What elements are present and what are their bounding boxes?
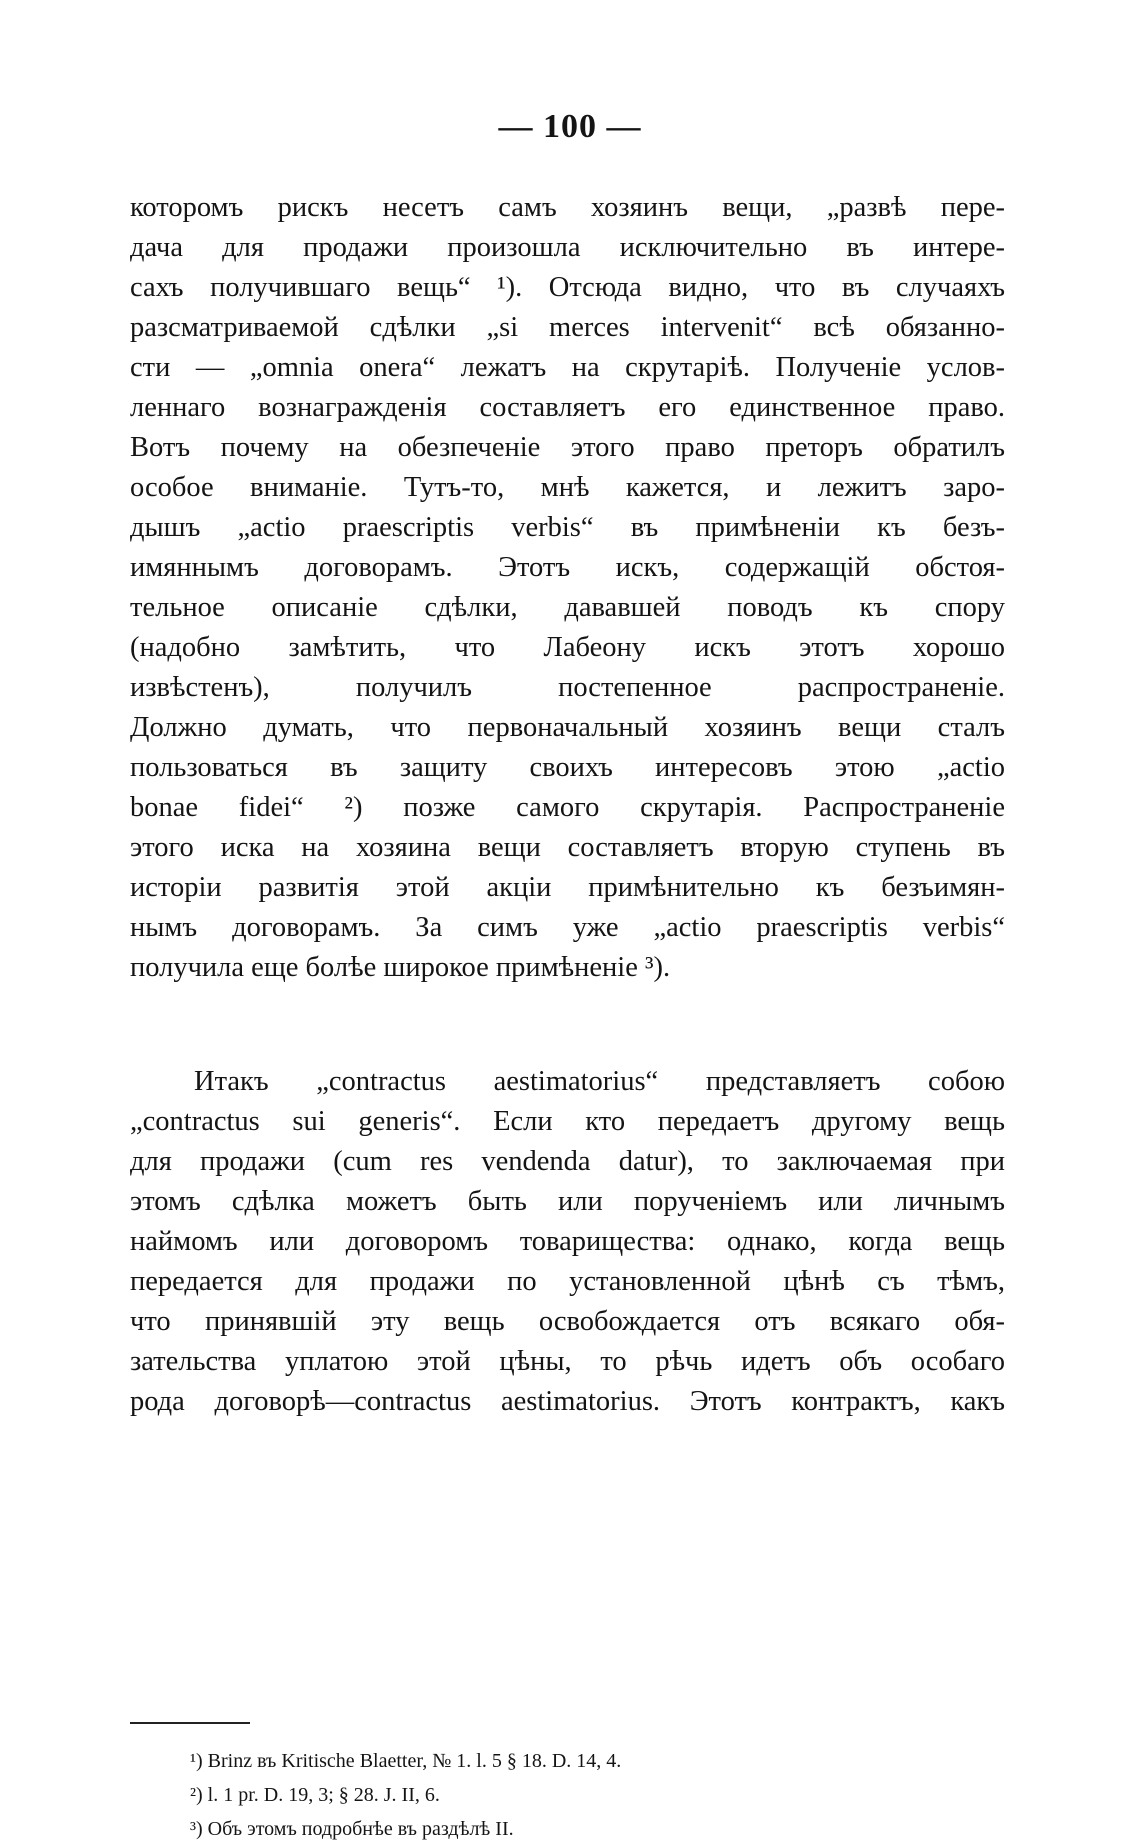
text-line: леннаго вознагражденія составляетъ его единственное право.	[130, 392, 1005, 423]
text-line: этого иска на хозяина вещи составляетъ вторую ступень въ	[130, 832, 1005, 863]
text-line: рода договорѣ—contractus aestimatorius. Этотъ контрактъ, какъ	[130, 1386, 1005, 1417]
text-line: которомъ рискъ несетъ самъ хозяинъ вещи, „развѣ пере-	[130, 192, 1005, 223]
text-line: дышъ „actio praescriptis verbis“ въ примѣненіи къ безъ-	[130, 512, 1005, 543]
text-line: Итакъ „contractus aestimatorius“ представляетъ собою	[194, 1066, 1005, 1097]
footnote-2: ²) l. 1 pr. D. 19, 3; § 28. J. II, 6.	[190, 1784, 440, 1806]
paragraph-1	[130, 188, 1005, 988]
text-line: (надобно замѣтить, что Лабеону искъ этотъ хорошо	[130, 632, 1005, 663]
text-line: извѣстенъ), получилъ постепенное распространеніе.	[130, 672, 1005, 703]
text-line: пользоваться въ защиту своихъ интересовъ этою „actio	[130, 752, 1005, 783]
text-line: имяннымъ договорамъ. Этотъ искъ, содержащій обстоя-	[130, 552, 1005, 583]
text-line: наймомъ или договоромъ товарищества: однако, когда вещь	[130, 1226, 1005, 1257]
text-line: что принявшій эту вещь освобождается отъ всякаго обя-	[130, 1306, 1005, 1337]
text-line: для продажи (cum res vendenda datur), то заключаемая при	[130, 1146, 1005, 1177]
text-line: дача для продажи произошла исключительно въ интере-	[130, 232, 1005, 263]
text-line: разсматриваемой сдѣлки „si merces intervenit“ всѣ обязанно-	[130, 312, 1005, 343]
text-line: исторіи развитія этой акціи примѣнительно къ безъимян-	[130, 872, 1005, 903]
paragraph-2	[130, 1062, 1005, 1422]
text-line: особое вниманіе. Тутъ-то, мнѣ кажется, и лежитъ заро-	[130, 472, 1005, 503]
page-number: — 100 —	[498, 108, 642, 145]
text-line: сахъ получившаго вещь“ ¹). Отсюда видно, что въ случаяхъ	[130, 272, 1005, 303]
text-line: Должно думать, что первоначальный хозяинъ вещи сталъ	[130, 712, 1005, 743]
footnote-divider	[130, 1722, 250, 1724]
text-line: Вотъ почему на обезпеченіе этого право преторъ обратилъ	[130, 432, 1005, 463]
text-line: нымъ договорамъ. За симъ уже „actio praescriptis verbis“	[130, 912, 1005, 943]
text-line: bonae fidei“ ²) позже самого скрутарія. Распространеніе	[130, 792, 1005, 823]
footnote-1: ¹) Brinz въ Kritische Blaetter, № 1. l. 5 § 18. D. 14, 4.	[190, 1750, 622, 1772]
text-line: „contractus sui generis“. Если кто передаетъ другому вещь	[130, 1106, 1005, 1137]
text-line: тельное описаніе сдѣлки, дававшей поводъ къ спору	[130, 592, 1005, 623]
footnotes	[190, 1744, 621, 1846]
text-line: зательства уплатою этой цѣны, то рѣчь идетъ объ особаго	[130, 1346, 1005, 1377]
text-line: передается для продажи по установленной цѣнѣ съ тѣмъ,	[130, 1266, 1005, 1297]
text-line: сти — „omnia onera“ лежатъ на скрутаріѣ. Полученіе услов-	[130, 352, 1005, 383]
footnote-3: ³) Объ этомъ подробнѣе въ раздѣлѣ II.	[190, 1818, 514, 1840]
text-line: получила еще болѣе широкое примѣненіе ³).	[130, 952, 671, 983]
text-line: этомъ сдѣлка можетъ быть или порученіемъ или личнымъ	[130, 1186, 1005, 1217]
